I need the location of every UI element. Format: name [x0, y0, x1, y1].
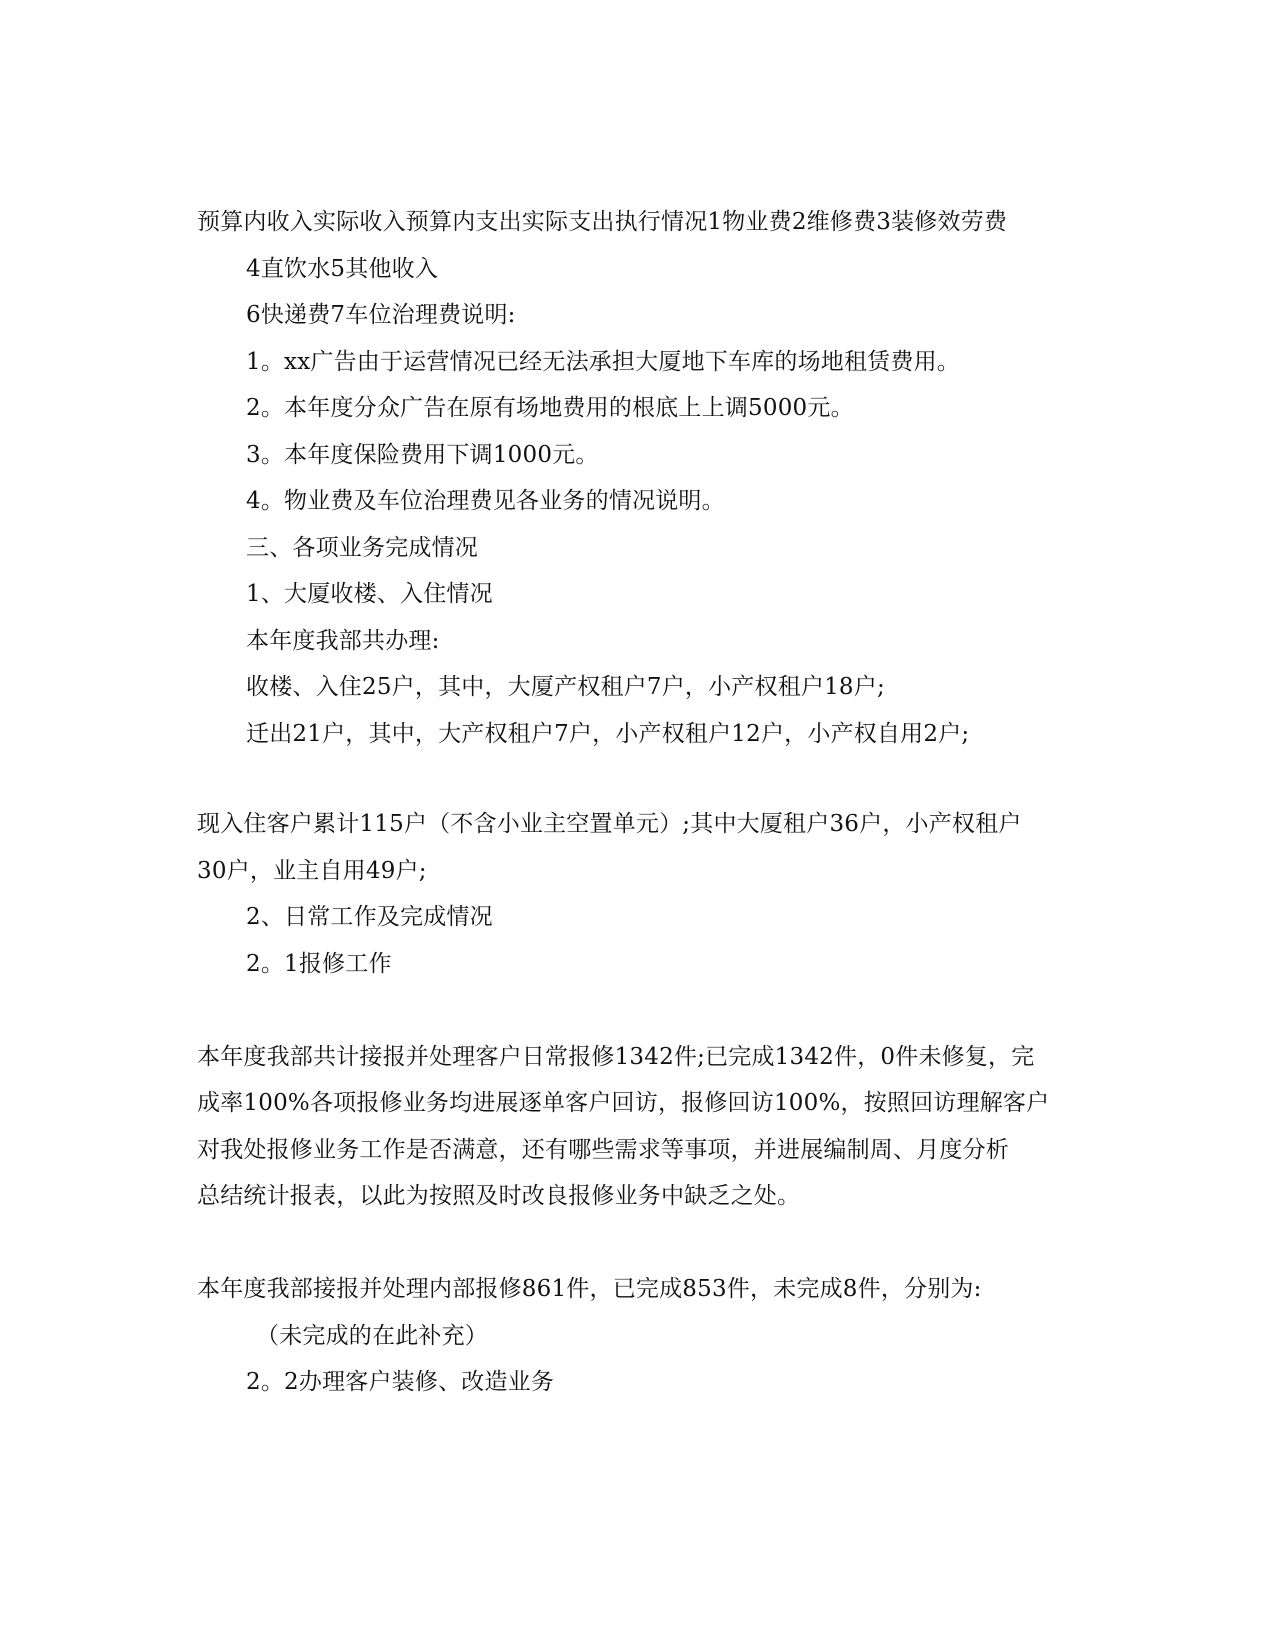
subsection-heading: 2。1报修工作 [246, 951, 392, 977]
subsection-heading: 2、日常工作及完成情况 [246, 904, 493, 930]
paragraph-line: 成率100%各项报修业务均进展逐单客户回访，报修回访100%，按照回访理解客户 [197, 1090, 1050, 1116]
subsection-heading: 2。2办理客户装修、改造业务 [246, 1369, 555, 1395]
list-item: 2。本年度分众广告在原有场地费用的根底上上调5000元。 [246, 395, 854, 421]
list-item: 1。xx广告由于运营情况已经无法承担大厦地下车库的场地租赁费用。 [246, 349, 960, 375]
paragraph-line: 收楼、入住25户，其中，大厦产权租户7户，小产权租户18户; [246, 674, 885, 700]
paragraph-line: 对我处报修业务工作是否满意，还有哪些需求等事项，并进展编制周、月度分析 [197, 1137, 1009, 1163]
paragraph-line: 预算内收入实际收入预算内支出实际支出执行情况1物业费2维修费3装修效劳费 [197, 209, 1008, 235]
list-item: 4。物业费及车位治理费见各业务的情况说明。 [246, 488, 725, 514]
paragraph-line: 本年度我部共计接报并处理客户日常报修1342件;已完成1342件，0件未修复，完 [197, 1044, 1035, 1070]
paragraph-line: 总结统计报表，以此为按照及时改良报修业务中缺乏之处。 [197, 1183, 801, 1209]
paragraph-line: 现入住客户累计115户（不含小业主空置单元）;其中大厦租户36户，小产权租户 [197, 811, 1022, 837]
section-heading: 三、各项业务完成情况 [246, 535, 478, 561]
subsection-heading: 1、大厦收楼、入住情况 [246, 581, 493, 607]
paragraph-line: 本年度我部共办理: [246, 628, 440, 654]
list-item: 3。本年度保险费用下调1000元。 [246, 442, 599, 468]
paragraph-line: 本年度我部接报并处理内部报修861件，已完成853件，未完成8件，分别为: [197, 1276, 982, 1302]
paragraph-line: 6快递费7车位治理费说明: [246, 302, 516, 328]
paragraph-line: 4直饮水5其他收入 [246, 256, 439, 282]
paragraph-line: 30户，业主自用49户; [197, 858, 427, 884]
paragraph-line: （未完成的在此补充） [256, 1323, 488, 1349]
paragraph-line: 迁出21户，其中，大产权租户7户，小产权租户12户，小产权自用2户; [246, 721, 970, 747]
